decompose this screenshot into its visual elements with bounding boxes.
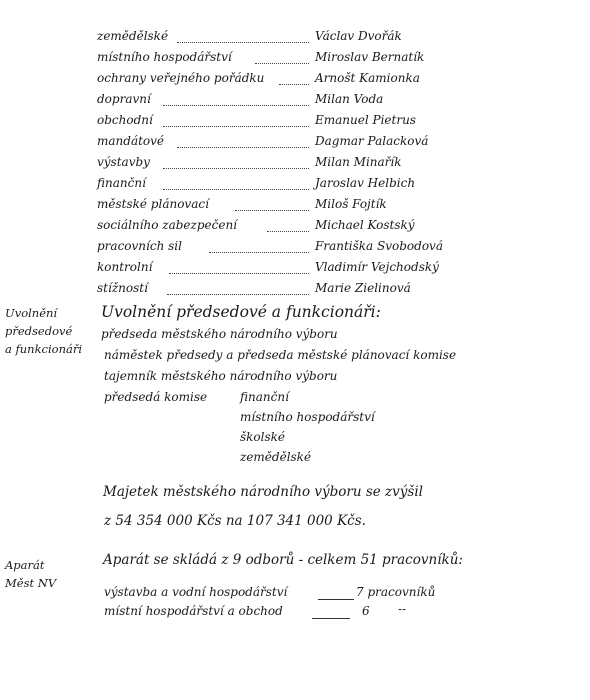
apparatus-row-value: 6 <box>362 604 370 618</box>
margin-note-apparatus <box>5 556 56 592</box>
chair-name: Václav Dvořák <box>315 29 402 43</box>
committee-row <box>97 218 457 238</box>
committee-row <box>97 176 457 196</box>
dotted-leader <box>163 105 309 106</box>
committee-name: ochrany veřejného pořádku <box>97 71 265 85</box>
committee-row <box>97 92 457 112</box>
margin-note-released <box>5 304 82 358</box>
committee-row <box>97 50 457 70</box>
dotted-leader <box>267 231 309 232</box>
released-line: tajemník městského národního výboru <box>104 369 338 383</box>
committee-name: místního hospodářství <box>97 50 232 64</box>
apparatus-heading: Aparát se skládá z 9 odborů - celkem 51 pracovníků: <box>103 552 463 568</box>
committee-row <box>97 281 457 301</box>
chair-name: Arnošt Kamionka <box>315 71 420 85</box>
dotted-leader <box>209 252 309 253</box>
committee-name: městské plánovací <box>97 197 209 211</box>
released-line: náměstek předsedy a předseda městské plánovací komise <box>104 348 457 362</box>
committee-row <box>97 239 457 259</box>
chair-name: Františka Svobodová <box>315 239 443 253</box>
committee-name: obchodní <box>97 113 153 127</box>
committee-name: dopravní <box>97 92 151 106</box>
committee-row <box>97 197 457 217</box>
chair-name: Miloš Fojtík <box>315 197 387 211</box>
margin-note-line: Aparát <box>5 558 45 572</box>
margin-note-line: Měst NV <box>5 576 57 590</box>
committee-name: kontrolní <box>97 260 153 274</box>
underline-blank <box>312 618 350 619</box>
underline-blank <box>318 599 354 600</box>
committee-name: finanční <box>97 176 146 190</box>
dotted-leader <box>255 63 309 64</box>
dotted-leader <box>163 126 309 127</box>
released-heading: Uvolnění předsedové a funkcionáři: <box>101 303 381 321</box>
committee-name: zemědělské <box>97 29 169 43</box>
committee-name: pracovních sil <box>97 239 182 253</box>
dotted-leader <box>169 273 309 274</box>
dotted-leader <box>163 189 309 190</box>
chair-name: Dagmar Palacková <box>315 134 429 148</box>
chair-name: Michael Kostský <box>315 218 415 232</box>
margin-note-line: a funkcionáři <box>5 342 83 356</box>
commission-item: zemědělské <box>240 450 312 464</box>
property-line: Majetek městského národního výboru se zvýšil <box>103 484 423 500</box>
dotted-leader <box>177 147 309 148</box>
ditto-mark: -- <box>398 602 407 616</box>
committee-row <box>97 71 457 91</box>
dotted-leader <box>167 294 309 295</box>
commissions-lead: předsedá komise <box>104 390 208 404</box>
released-line: předseda městského národního výboru <box>101 327 338 341</box>
committee-row <box>97 134 457 154</box>
property-amounts: z 54 354 000 Kčs na 107 341 000 Kčs. <box>104 513 366 529</box>
committee-name: výstavby <box>97 155 150 169</box>
chair-name: Milan Voda <box>315 92 384 106</box>
chair-name: Vladimír Vejchodský <box>315 260 439 274</box>
commission-item: finanční <box>240 390 289 404</box>
dotted-leader <box>235 210 309 211</box>
committee-name: mandátové <box>97 134 165 148</box>
apparatus-row-label: výstavba a vodní hospodářství <box>104 585 288 599</box>
committee-row <box>97 29 457 49</box>
apparatus-row-value: 7 pracovníků <box>356 585 436 599</box>
margin-note-line: předsedové <box>5 324 73 338</box>
chair-name: Marie Zielinová <box>315 281 411 295</box>
chair-name: Miroslav Bernatík <box>315 50 425 64</box>
chair-name: Milan Minařík <box>315 155 402 169</box>
committee-row <box>97 155 457 175</box>
committee-name: stížností <box>97 281 148 295</box>
dotted-leader <box>279 84 309 85</box>
committee-row <box>97 113 457 133</box>
committee-name: sociálního zabezpečení <box>97 218 238 232</box>
apparatus-row-label: místní hospodářství a obchod <box>104 604 283 618</box>
commission-item: místního hospodářství <box>240 410 375 424</box>
dotted-leader <box>163 168 309 169</box>
committee-row <box>97 260 457 280</box>
chair-name: Jaroslav Helbich <box>315 176 416 190</box>
dotted-leader <box>177 42 309 43</box>
chair-name: Emanuel Pietrus <box>315 113 416 127</box>
margin-note-line: Uvolnění <box>5 306 58 320</box>
commission-item: školské <box>240 430 286 444</box>
